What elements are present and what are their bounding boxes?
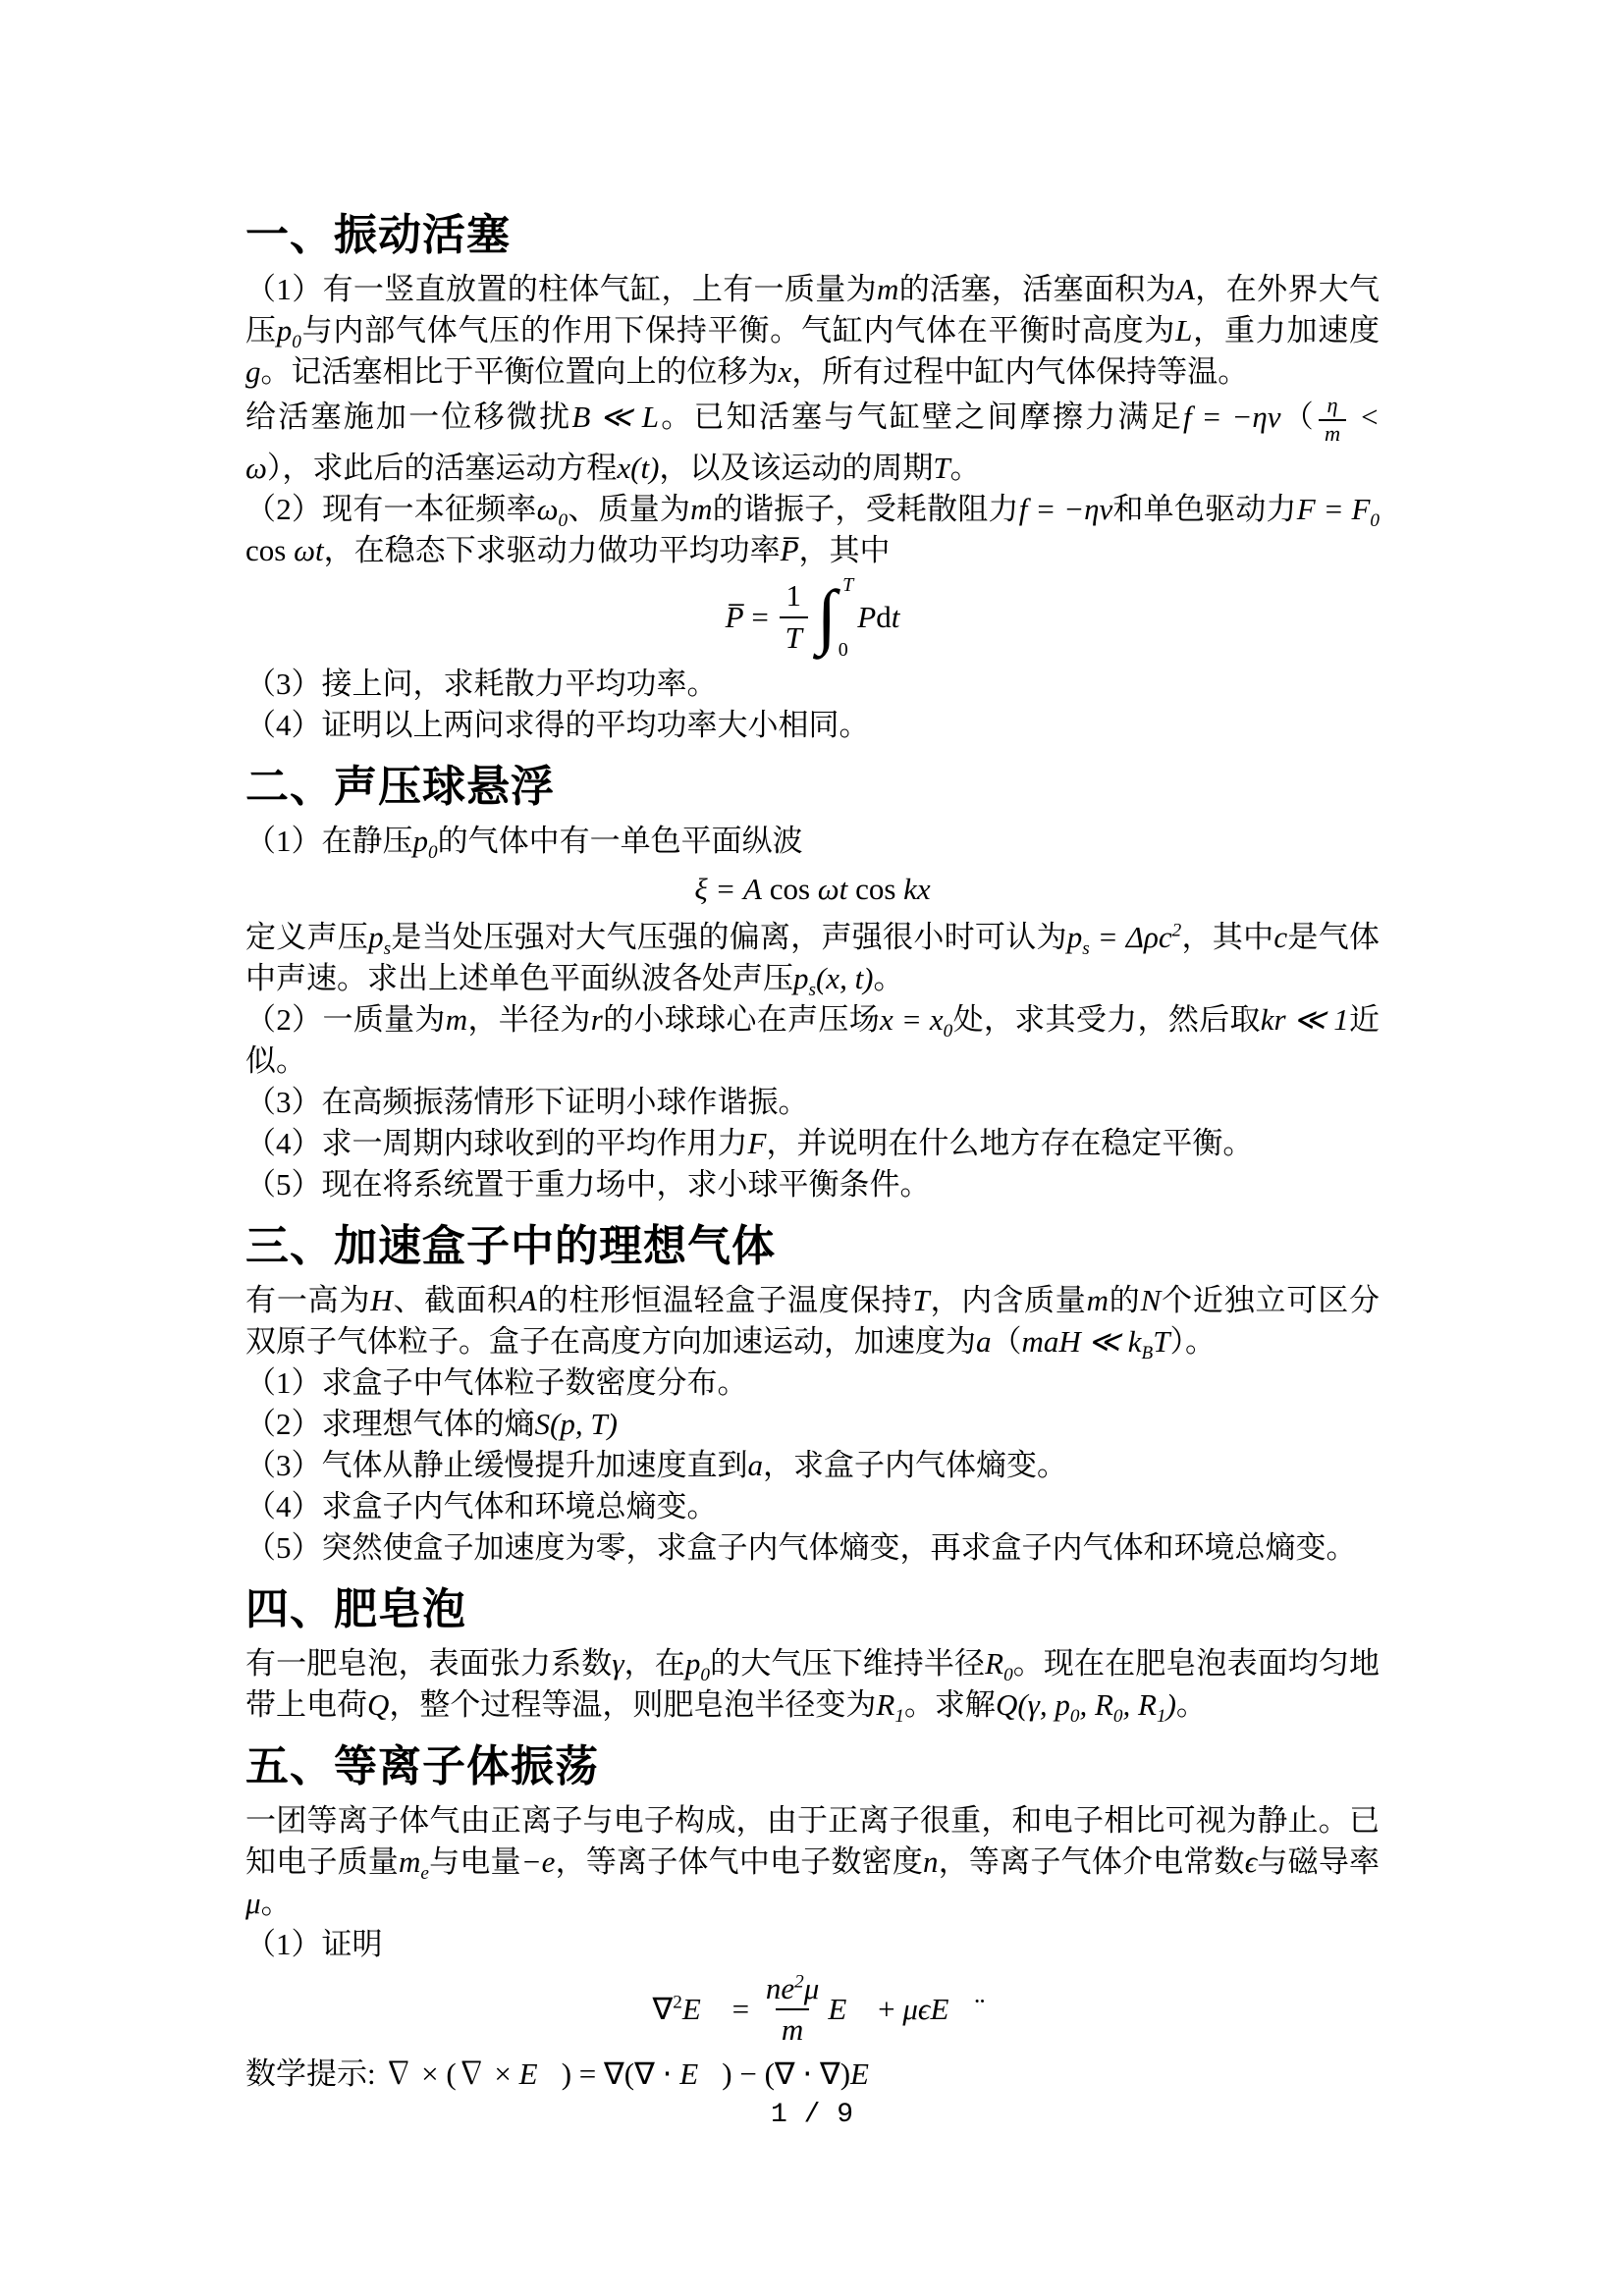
math-run: $R_1$	[876, 1686, 904, 1727]
math-run: ) − (∇ ⋅ ∇)	[722, 2056, 851, 2092]
math-run: maH ≪ $k_B$	[1021, 1323, 1154, 1363]
section-title: 二、声压球悬浮	[245, 762, 555, 811]
integral-limits	[837, 575, 853, 660]
math-run: T	[785, 619, 802, 655]
section-title: 五、等离子体振荡	[245, 1741, 599, 1790]
paragraph: （3）接上问，求耗散力平均功率。	[245, 666, 718, 701]
integral-lower-limit: 0	[838, 638, 848, 661]
math-run: ∇$^2$	[652, 1992, 682, 2026]
math-run: g	[245, 354, 261, 389]
paragraph: （5）突然使盒子加速度为零，求盒子内气体熵变，再求盒子内气体和环境总熵变。	[245, 1529, 1357, 1565]
fraction	[1319, 393, 1346, 448]
math-run: $ne^2$	[765, 1970, 804, 2005]
math-run: cos	[761, 871, 818, 906]
math-run: A	[1175, 272, 1195, 306]
display-formula	[245, 575, 1380, 660]
paragraph: （3）在高频振荡情形下证明小球作谐振。	[245, 1084, 809, 1119]
math-run: E⃗̈	[930, 1992, 973, 2026]
integral	[817, 575, 853, 660]
math-run: ∇ × (∇ ×	[383, 2056, 519, 2092]
paragraph: （5）现在将系统置于重力场中，求小球平衡条件。	[245, 1166, 931, 1201]
paragraph: （1）求盒子中气体粒子数密度分布。	[245, 1364, 748, 1400]
math-run: $p_s$	[368, 919, 392, 959]
display-formula	[245, 1969, 1380, 2051]
paragraph: 给活塞施加一位移微扰B ≪ L。已知活塞与气缸壁之间摩擦力满足f = −ηv（ $\frac{\eta}{m}$ < ω），求此后的活塞运动方程x(t)，以及该运动的周期T。	[245, 393, 1380, 485]
math-run: $F = F_0$	[1296, 491, 1380, 531]
paragraph: 有一肥皂泡，表面张力系数γ，在$p_0$的大气压下维持半径$R_0$。现在在肥皂泡表面均匀地带上电荷Q，整个过程等温，则肥皂泡半径变为$R_1$。求解Q(γ, $p_0$, $R_0$, $R_1$)。	[245, 1645, 1380, 1727]
fraction	[760, 1969, 825, 2051]
fraction-numerator	[1321, 393, 1343, 419]
math-run: ξ = A	[694, 871, 762, 906]
math-run: $\omega_0$	[536, 491, 568, 531]
math-run: kx	[903, 871, 931, 906]
math-run: ) = ∇(∇ ⋅	[561, 2056, 680, 2092]
math-run: T	[1153, 1323, 1170, 1359]
math-run: f = −ηv	[1182, 399, 1281, 434]
math-run: m	[1324, 420, 1341, 446]
section-title: 一、振动活塞	[245, 211, 511, 259]
math-run: ϵ	[1244, 1843, 1258, 1879]
math-run: Q	[367, 1686, 390, 1722]
integral-sign: ∫	[816, 576, 838, 658]
math-run: n	[923, 1843, 939, 1879]
math-run: cos	[847, 871, 904, 906]
math-run: μ	[803, 1970, 820, 2005]
math-run: η	[1326, 393, 1338, 417]
math-run: F	[747, 1125, 767, 1160]
math-run: $p_s$	[1066, 919, 1090, 959]
math-run: a	[747, 1447, 763, 1482]
integral-upper-limit: T	[842, 573, 854, 596]
math-run: $x = x_0$	[880, 1001, 953, 1041]
paragraph: 一团等离子体气由正离子与电子构成，由于正离子很重，和电子相比可视为静止。已知电子质量$m_e$与电量−e，等离子体气中电子数密度n，等离子气体介电常数ϵ与磁导率μ。	[245, 1802, 1380, 1920]
math-run: T	[933, 450, 950, 485]
math-run: E⃗	[681, 1992, 725, 2026]
math-run: cos	[245, 532, 295, 567]
fraction-denominator	[1319, 419, 1346, 448]
document-body	[245, 208, 1380, 2095]
math-run: (x, t)	[815, 960, 874, 995]
section-title: 三、加速盒子中的理想气体	[245, 1221, 776, 1270]
math-run: =	[724, 1992, 757, 2026]
paragraph: （4）求盒子内气体和环境总熵变。	[245, 1488, 718, 1523]
math-run: N	[1140, 1282, 1162, 1317]
math-run: x(t)	[617, 450, 660, 485]
math-run: P	[857, 599, 877, 634]
math-run: =	[743, 599, 777, 634]
math-run: m	[1086, 1282, 1109, 1317]
math-run: μϵ	[902, 1992, 931, 2026]
math-run: −e	[520, 1843, 556, 1879]
fraction-denominator	[780, 616, 808, 658]
math-run: P̅	[725, 599, 744, 634]
math-run: ωt	[817, 871, 848, 906]
math-run: L	[1175, 313, 1193, 347]
math-run: Q(γ, $p_0$	[995, 1686, 1080, 1727]
math-run: E⃗	[850, 2056, 893, 2092]
math-run: P̅	[780, 532, 799, 567]
math-run: t	[891, 599, 900, 634]
paragraph: （4）证明以上两问求得的平均功率大小相同。	[245, 707, 870, 742]
math-run: E⃗	[679, 2056, 723, 2092]
math-run: B ≪ L	[571, 399, 659, 434]
math-run: < ω	[245, 399, 1380, 485]
math-run: 1	[785, 578, 801, 614]
page-number: 1 / 9	[770, 2100, 853, 2130]
math-run: +	[870, 1992, 903, 2026]
math-run: $p_s$	[793, 960, 816, 1000]
math-run: S(p, T)	[534, 1406, 618, 1441]
fraction-denominator	[776, 2008, 809, 2050]
math-run: A	[517, 1282, 537, 1317]
math-run: $p_0$	[412, 823, 438, 863]
paragraph: （2）求理想气体的熵S(p, T)	[245, 1406, 618, 1441]
math-run: m	[876, 272, 899, 306]
paragraph: （3）气体从静止缓慢提升加速度直到a，求盒子内气体熵变。	[245, 1447, 1067, 1482]
paragraph: （1）证明	[245, 1926, 383, 1961]
math-run: $p_0$	[684, 1645, 711, 1685]
math-run: m	[445, 1001, 468, 1037]
paragraph: （4）求一周期内球收到的平均作用力F，并说明在什么地方存在稳定平衡。	[245, 1125, 1254, 1160]
paragraph: 有一高为H、截面积A的柱形恒温轻盒子温度保持T，内含质量m的N个近独立可区分双原子气体粒子。盒子在高度方向加速运动，加速度为a（maH ≪ $k_BT$）。	[245, 1282, 1380, 1363]
paragraph: （2）一质量为m，半径为r的小球球心在声压场$x = x_0$处，求其受力，然后取kr ≪ 1近似。	[245, 1001, 1380, 1078]
fraction-numerator	[760, 1969, 825, 2008]
math-run: r	[590, 1001, 603, 1037]
math-run: H	[370, 1282, 393, 1317]
math-run: = Δρc$^2$	[1089, 919, 1182, 954]
math-run: m	[781, 2011, 804, 2047]
fraction	[780, 576, 808, 658]
math-run: T	[912, 1282, 930, 1317]
paragraph: （1）在静压$p_0$的气体中有一单色平面纵波	[245, 823, 803, 863]
math-run: kr ≪ 1	[1260, 1001, 1349, 1037]
math-run: d	[876, 599, 892, 634]
math-run: ωt	[294, 532, 324, 567]
math-run: E⃗	[518, 2056, 562, 2092]
paragraph: （1）有一竖直放置的柱体气缸，上有一质量为m的活塞，活塞面积为A，在外界大气压$p_0$与内部气体气压的作用下保持平衡。气缸内气体在平衡时高度为L，重力加速度g。记活塞相比于平衡位置向上的位移为x，所有过程中缸内气体保持等温。	[245, 272, 1380, 389]
math-run: a	[976, 1323, 992, 1359]
math-run: $R_0$	[985, 1645, 1013, 1685]
paragraph: 数学提示: ∇ × (∇ × E⃗) = ∇(∇ ⋅ E⃗) − (∇ ⋅ ∇)E⃗	[245, 2056, 893, 2092]
math-run: μ	[245, 1885, 261, 1920]
math-run: m	[690, 491, 713, 526]
fraction-numerator	[780, 576, 807, 615]
math-run: , $R_0$	[1079, 1686, 1123, 1727]
math-run: c	[1273, 919, 1288, 954]
paragraph: 定义声压$p_s$是当处压强对大气压强的偏离，声强很小时可认为$p_s = \Delta\rho c^2$，其中c是气体中声速。求出上述单色平面纵波各处声压$p_s(x$, t)。	[245, 919, 1380, 1000]
math-run: x	[778, 354, 792, 389]
section-title: 四、肥皂泡	[245, 1584, 466, 1633]
paragraph: （2）现有一本征频率$\omega_0$、质量为m的谐振子，受耗散阻力f = −ηv和单色驱动力$F = F_0$ cos ωt，在稳态下求驱动力做功平均功率P̅，其中	[245, 491, 1380, 567]
math-run: γ	[612, 1645, 624, 1681]
math-run: E⃗	[828, 1992, 871, 2026]
math-run: f = −ηv	[1018, 491, 1113, 526]
math-run: , $R_1$	[1122, 1686, 1166, 1727]
display-formula	[245, 866, 1380, 913]
math-run: $p_0$	[276, 313, 301, 353]
math-run: )	[1165, 1686, 1176, 1722]
math-run: $m_e$	[399, 1843, 429, 1884]
